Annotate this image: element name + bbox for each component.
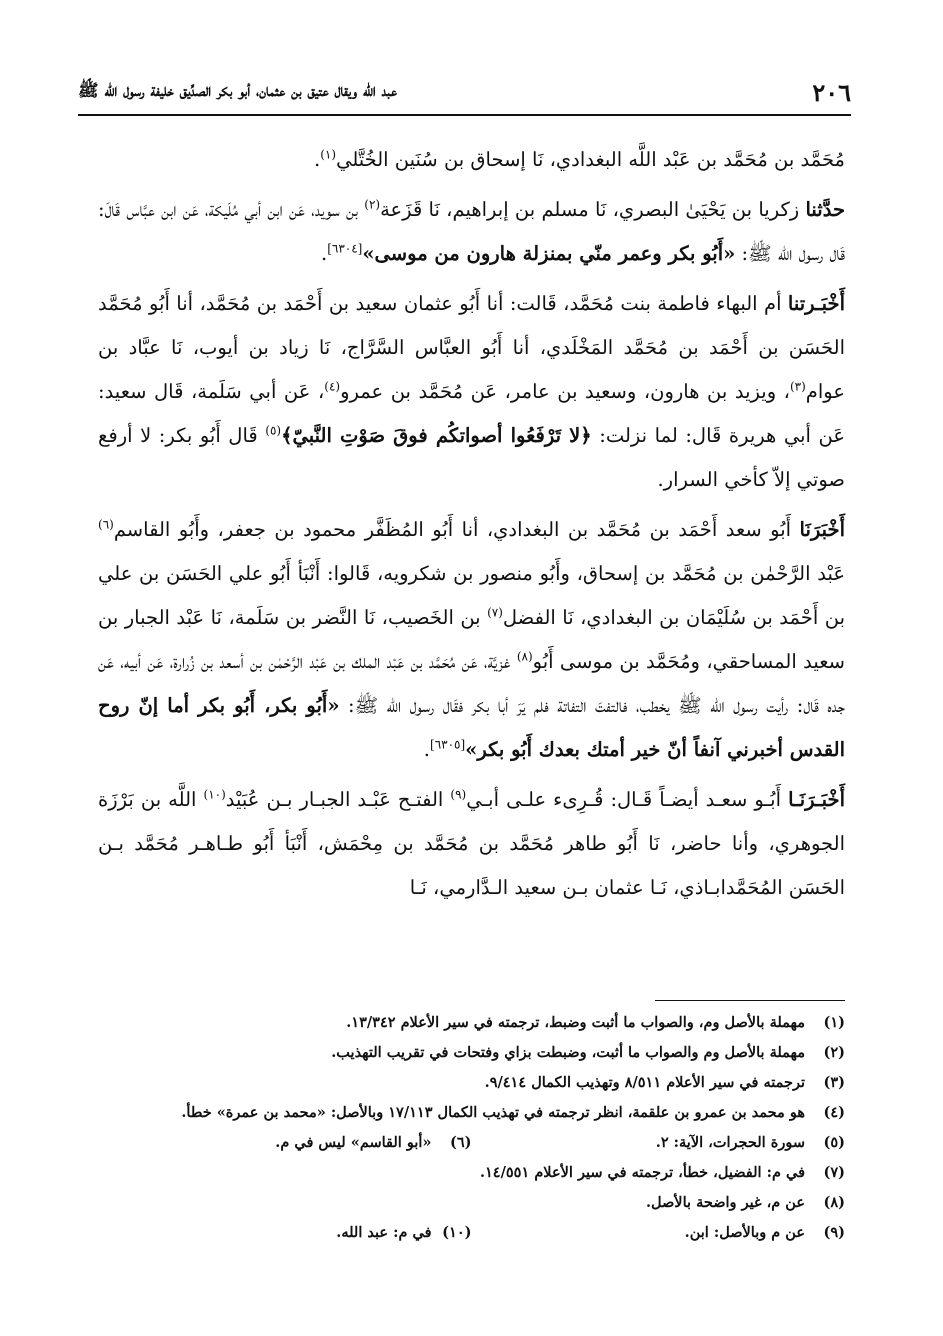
- p5-text-c: اللَّه بن بَرْزَة الجوهري، وأنا حاضر، نَا أَبُو طاهر مُحَمَّد بن مُحَمَّد بن مِحْمَش، أَنْبَأ أَبُو طـاهـر مُحَمَّد بـن الحَسَن المُحَمَّدابـاذي، نَـا عثمان بـن سعيد الـدَّارمي، نَـا: [98, 788, 845, 899]
- p3-text-c: ، عَن أبي سَلَمة، قَال سعيد: عَن أبي هريرة قَال: لما نزلت:: [98, 380, 846, 447]
- running-title: عبد الله ويقال عتيق بن عثمان، أبو بكر الصدِّيق خليفة رسول الله ﷺ: [78, 80, 397, 101]
- footnote-6: [98, 1128, 472, 1158]
- footnote-10: [98, 1218, 472, 1248]
- footnote-row-5-6: [98, 1128, 845, 1158]
- footnote-ref-5: (٥): [265, 423, 282, 438]
- footnote-4: [98, 1098, 845, 1128]
- footnote-number: (٣): [823, 1074, 845, 1091]
- footnote-ref-1: (١): [320, 147, 337, 162]
- page-number: ٢٠٦: [812, 77, 851, 107]
- paragraph-4: [98, 508, 845, 772]
- footnote-ref-4: (٤): [324, 379, 341, 394]
- footnote-number: (٧): [823, 1164, 845, 1181]
- p4-text-b: عَبْد الرَّحْمٰن بن مُحَمَّد بن إسحاق، وأَبُو منصور بن شكرويه، قَالوا: أَنْبَأ أَبُو علي الحَسَن بن علي بن أَحْمَد بن سُلَيْمَان بن البغدادي، نَا الفضل: [98, 562, 845, 629]
- p3-text-d: قَال أَبُو بكر: لا أرفع صوتي إلاّ كأخي السرار.: [98, 424, 845, 491]
- p5-keyword: أَخْبَـرَنَـا: [788, 788, 845, 811]
- footnote-number: (٢): [823, 1044, 845, 1061]
- paragraph-5: [98, 778, 845, 910]
- footnote-ref-2: (٢): [364, 197, 381, 212]
- footnote-9: [472, 1218, 846, 1248]
- p2-hadith: «أَبُو بكر وعمر منّي بمنزلة هارون من موسى»: [362, 242, 736, 265]
- footnote-text: سورة الحجرات، الآية: ٢.: [655, 1134, 805, 1151]
- footnote-text: عن م وبالأصل: ابن.: [684, 1224, 805, 1241]
- p4-text-a: أَبُو سعد أَحْمَد بن مُحَمَّد بن البغدادي، أنا أَبُو المُظَفَّر محمود بن جعفر، وأَبُو القاسم: [113, 518, 800, 541]
- footnote-1: [98, 1008, 845, 1038]
- footnote-text: مهملة بالأصل وم والصواب ما أثبت، وضبطت بزاي وفتحات في تقريب التهذيب.: [331, 1044, 805, 1061]
- p4-text-c: بن الخَصيب، نَا النَّضر بن سَلَمة، نَا عَبْد الجبار بن سعيد المساحقي، ومُحَمَّد بن موسى أَبُو: [98, 606, 845, 673]
- p3-keyword: أَخْبَـرتنا: [787, 292, 845, 315]
- footnote-text: «أبو القاسم» ليس في م.: [275, 1134, 432, 1151]
- p1-text: مُحَمَّد بن مُحَمَّد بن عَبْد اللَّه البغدادي، نَا إسحاق بن سُنَين الخُتَّلي: [336, 148, 845, 171]
- main-text: [98, 138, 845, 916]
- footnote-number: (٥): [823, 1134, 845, 1151]
- paragraph-3: [98, 282, 845, 502]
- p4-keyword: أَخْبَرَنَا: [799, 518, 845, 541]
- header-rule: [78, 114, 851, 116]
- footnote-text: ترجمته في سير الأعلام ٨/٥١١ وتهذيب الكمال ٩/٤١٤.: [484, 1074, 805, 1091]
- footnote-2: [98, 1038, 845, 1068]
- footnotes: [98, 1008, 845, 1248]
- p2-hadith-number: [٦٣٠٤]: [327, 241, 363, 256]
- p5-text-b: الفتـح عَبْـد الجبـار بـن عُبَيْد: [225, 788, 451, 811]
- p1-tail: .: [314, 148, 321, 171]
- footnote-number: (٩): [823, 1224, 845, 1241]
- p3-text-a: أم البهاء فاطمة بنت مُحَمَّد، قَالت: أنا أَبُو عثمان سعيد بن أَحْمَد بن مُحَمَّد، أنا أَبُو مُحَمَّد الحَسَن بن أَحْمَد بن مُحَمَّد المَخْلَدي، أنا أَبُو العبَّاس السَّرَّاج، نَا زياد بن أيوب، نَا عبَّاد بن عوام: [98, 292, 845, 403]
- p4-text-d: غزيَّة، عَن مُحَمَّد بن عَبْد الملك بن عَبْد الرَّحْمٰن بن أسعد بن زُرارة، عَن أبيه، عَن جده قَال: رأيت رسول الله ﷺ يخطب، فالتفتَ التفاتة فلم يَرَ أبا بكر فقَال رسول الله ﷺ:: [98, 650, 845, 717]
- p5-text-a: أَبُـو سعـد أيضـاً قَـال: قُـرِىء علـى أبـي: [466, 788, 789, 811]
- page-header: [78, 74, 851, 110]
- footnote-ref-6: (٦): [98, 517, 114, 532]
- footnote-ref-3: (٣): [789, 379, 806, 394]
- p2-tail: .: [320, 242, 328, 265]
- p2-keyword: حدَّثنا: [805, 198, 845, 221]
- p4-hadith: «أَبُو بكر، أَبُو بكر أما إنّ روح القدس أخبرني آنفاً أنّ خير أمتك بعدك أَبُو بكر»: [98, 694, 845, 761]
- footnote-text: عن م، غير واضحة بالأصل.: [645, 1194, 805, 1211]
- p2-text-a: زكريا بن يَحْيَىٰ البصري، نَا مسلم بن إبراهيم، نَا قَزَعة: [380, 198, 806, 221]
- footnote-number: (٨): [823, 1194, 845, 1211]
- p4-hadith-number: [٦٣٠٥]: [430, 737, 466, 752]
- footnote-text: هو محمد بن عمرو بن علقمة، انظر ترجمته في تهذيب الكمال ١٧/١١٣ وبالأصل: «محمد بن عمرة» خطأ.: [181, 1104, 805, 1121]
- footnote-5: [472, 1128, 846, 1158]
- footnote-8: [98, 1188, 845, 1218]
- footnote-ref-7: (٧): [487, 605, 503, 620]
- footnote-ref-10: (١٠): [203, 787, 226, 802]
- p3-text-b: ، ويزيد بن هارون، وسعيد بن عامر، عَن مُحَمَّد بن عمرو: [340, 380, 790, 403]
- footnote-number: (٦): [449, 1134, 472, 1151]
- footnote-rule: [655, 1000, 845, 1001]
- footnote-number: (١٠): [442, 1224, 472, 1241]
- footnote-number: (٤): [823, 1104, 845, 1121]
- paragraph-2: [98, 188, 845, 276]
- paragraph-1: [98, 138, 845, 182]
- footnote-7: [98, 1158, 845, 1188]
- footnote-text: في م: الفضيل، خطأ، ترجمته في سير الأعلام ١٤/٥٥١.: [479, 1164, 805, 1181]
- p3-ayah: ﴿لا تَرْفَعُوا أصواتكُم فوقَ صَوْتِ النَّبيّ﴾: [281, 424, 592, 447]
- footnote-3: [98, 1068, 845, 1098]
- footnote-row-9-10: [98, 1218, 845, 1248]
- p4-tail: .: [423, 738, 430, 761]
- footnote-text: مهملة بالأصل وم، والصواب ما أثبت وضبط، ترجمته في سير الأعلام ١٣/٣٤٢.: [346, 1014, 805, 1031]
- p2-text-b: بن سويد، عَن ابن أبي مُلَيكة، عَن ابن عبَّاس قَالَ: قَال رسول الله ﷺ:: [98, 198, 845, 265]
- footnote-ref-8: (٨): [516, 649, 533, 664]
- footnote-ref-9: (٩): [450, 787, 467, 802]
- footnote-text: في م: عبد الله.: [336, 1224, 432, 1241]
- footnote-number: (١): [823, 1014, 845, 1031]
